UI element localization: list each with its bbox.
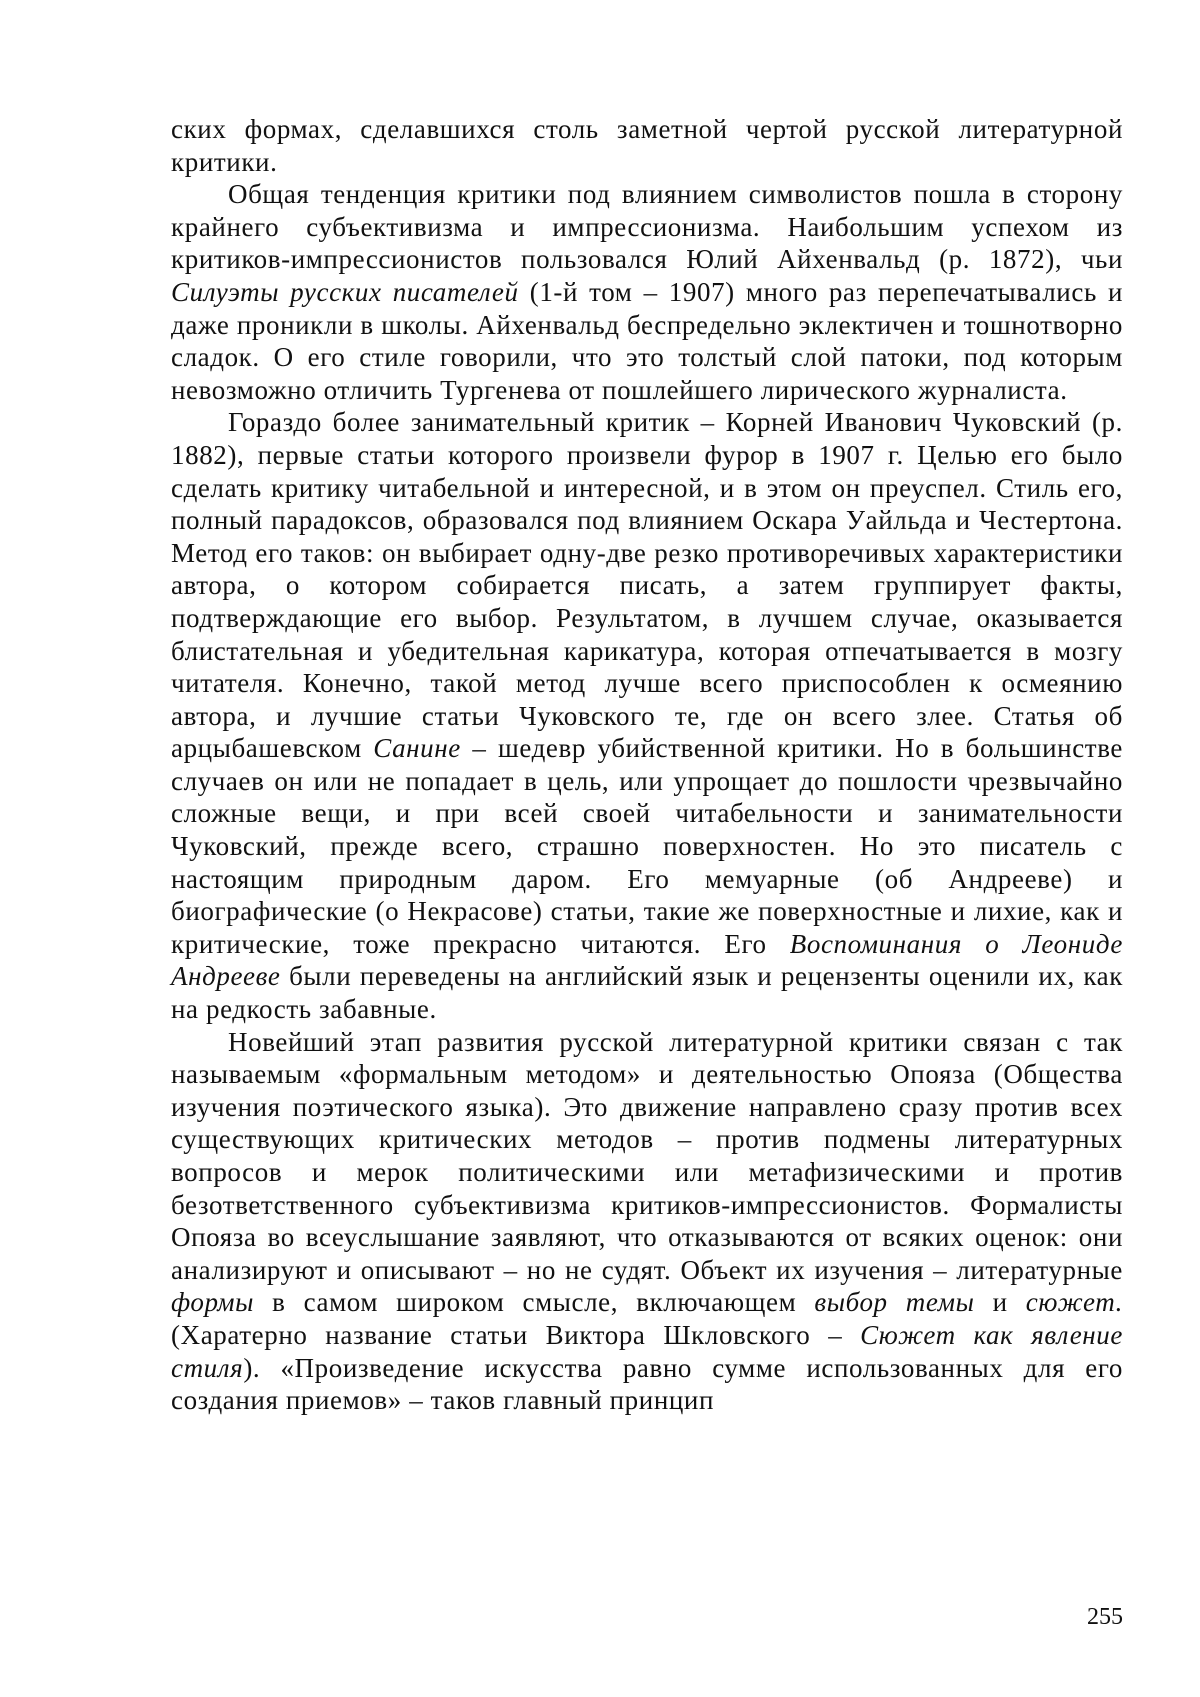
text-run: – шедевр убийственной критики. Но в большинстве случаев он или не попадает в цель, или упрощает до пошлости чрезвычайно сложные вещи, и при всей своей читабельности и занимательности Чуковский, прежде всего, страшно поверхностен. Но это писатель с настоящим природным даром. Его мемуарные (об Андрееве) и биографические (о Некрасове) статьи, такие же поверхностные и лихие, как и критические, тоже прекрасно читаются. Его [171,733,1123,959]
book-title: Силуэты русских писателей [171,276,519,307]
text-run: Гораздо более занимательный критик – Корней Иванович Чуковский (р. 1882), первые статьи которого произвели фурор в 1907 г. Целью его было сделать критику читабельной и интересной, и в этом он преуспел. Стиль его, полный парадоксов, образовался под влиянием Оскара Уайльда и Честертона. Метод его таков: он выбирает одну-две резко противоречивых характеристики автора, о котором собирается писать, а затем группирует факты, подтверждающие его выбор. Результатом, в лучшем случае, оказывается блистательная и убедительная карикатура, которая отпечатывается в мозгу читателя. Конечно, такой метод лучше всего приспособлен к осмеянию автора, и лучшие статьи Чуковского те, где он всего злее. Статья об арцыбашевском [171,407,1123,764]
text-run: ских формах, сделавшихся столь заметной чертой русской литературной критики. [171,114,1123,177]
paragraph [171,1026,1123,1417]
paragraph [171,113,1123,178]
book-title: Сюжет как явление стиля [171,1319,1123,1383]
page-number: 255 [1087,1604,1123,1630]
text-run: Новейший этап развития русской литературной критики связан с так называемым «формальным методом» и деятельностью Опояза (Общества изучения поэтического языка). Это движение направлено сразу против всех существующих критических методов – против подмены литературных вопросов и мерок политическими или метафизическими и против безответственного субъективизма критиков-импрессионистов. Формалисты Опояза во всеуслышание заявляют, что отказываются от всяких оценок: они анализируют и описывают – но не судят. Объект их изучения – литературные [171,1026,1123,1285]
text-run: (Харатерно название статьи Виктора Шкловского – [171,1319,861,1350]
emphasis: сюжет. [1025,1287,1124,1318]
text-run: в самом широком смысле, включающем [254,1287,815,1318]
text-run: и [974,1287,1026,1318]
text-run: (1-й том – 1907) много раз перепечатывались и даже проникли в школы. Айхенвальд беспредельно эклектичен и тошнотворно сладок. О его стиле говорили, что это толстый слой патоки, под которым невозможно отличить Тургенева от пошлейшего лирического журналиста. [171,276,1124,405]
emphasis: выбор темы [814,1287,975,1318]
page-body [171,113,1123,1417]
book-title: Санине [373,733,461,764]
emphasis: формы [171,1287,254,1318]
paragraph [171,178,1123,406]
text-run: ). «Произведение искусства равно сумме использованных для его создания приемов» – таков главный принцип [171,1352,1123,1416]
text-run: Общая тенденция критики под влиянием символистов пошла в сторону крайнего субъективизма и импрессионизма. Наибольшим успехом из критиков-импрессионистов пользовался Юлий Айхенвальд (р. 1872), чьи [171,179,1123,275]
text-run: были переведены на английский язык и рецензенты оценили их, как на редкость забавные. [171,961,1123,1025]
paragraph [171,406,1123,1025]
book-title: Воспоминания о Леониде Андрееве [171,928,1123,992]
